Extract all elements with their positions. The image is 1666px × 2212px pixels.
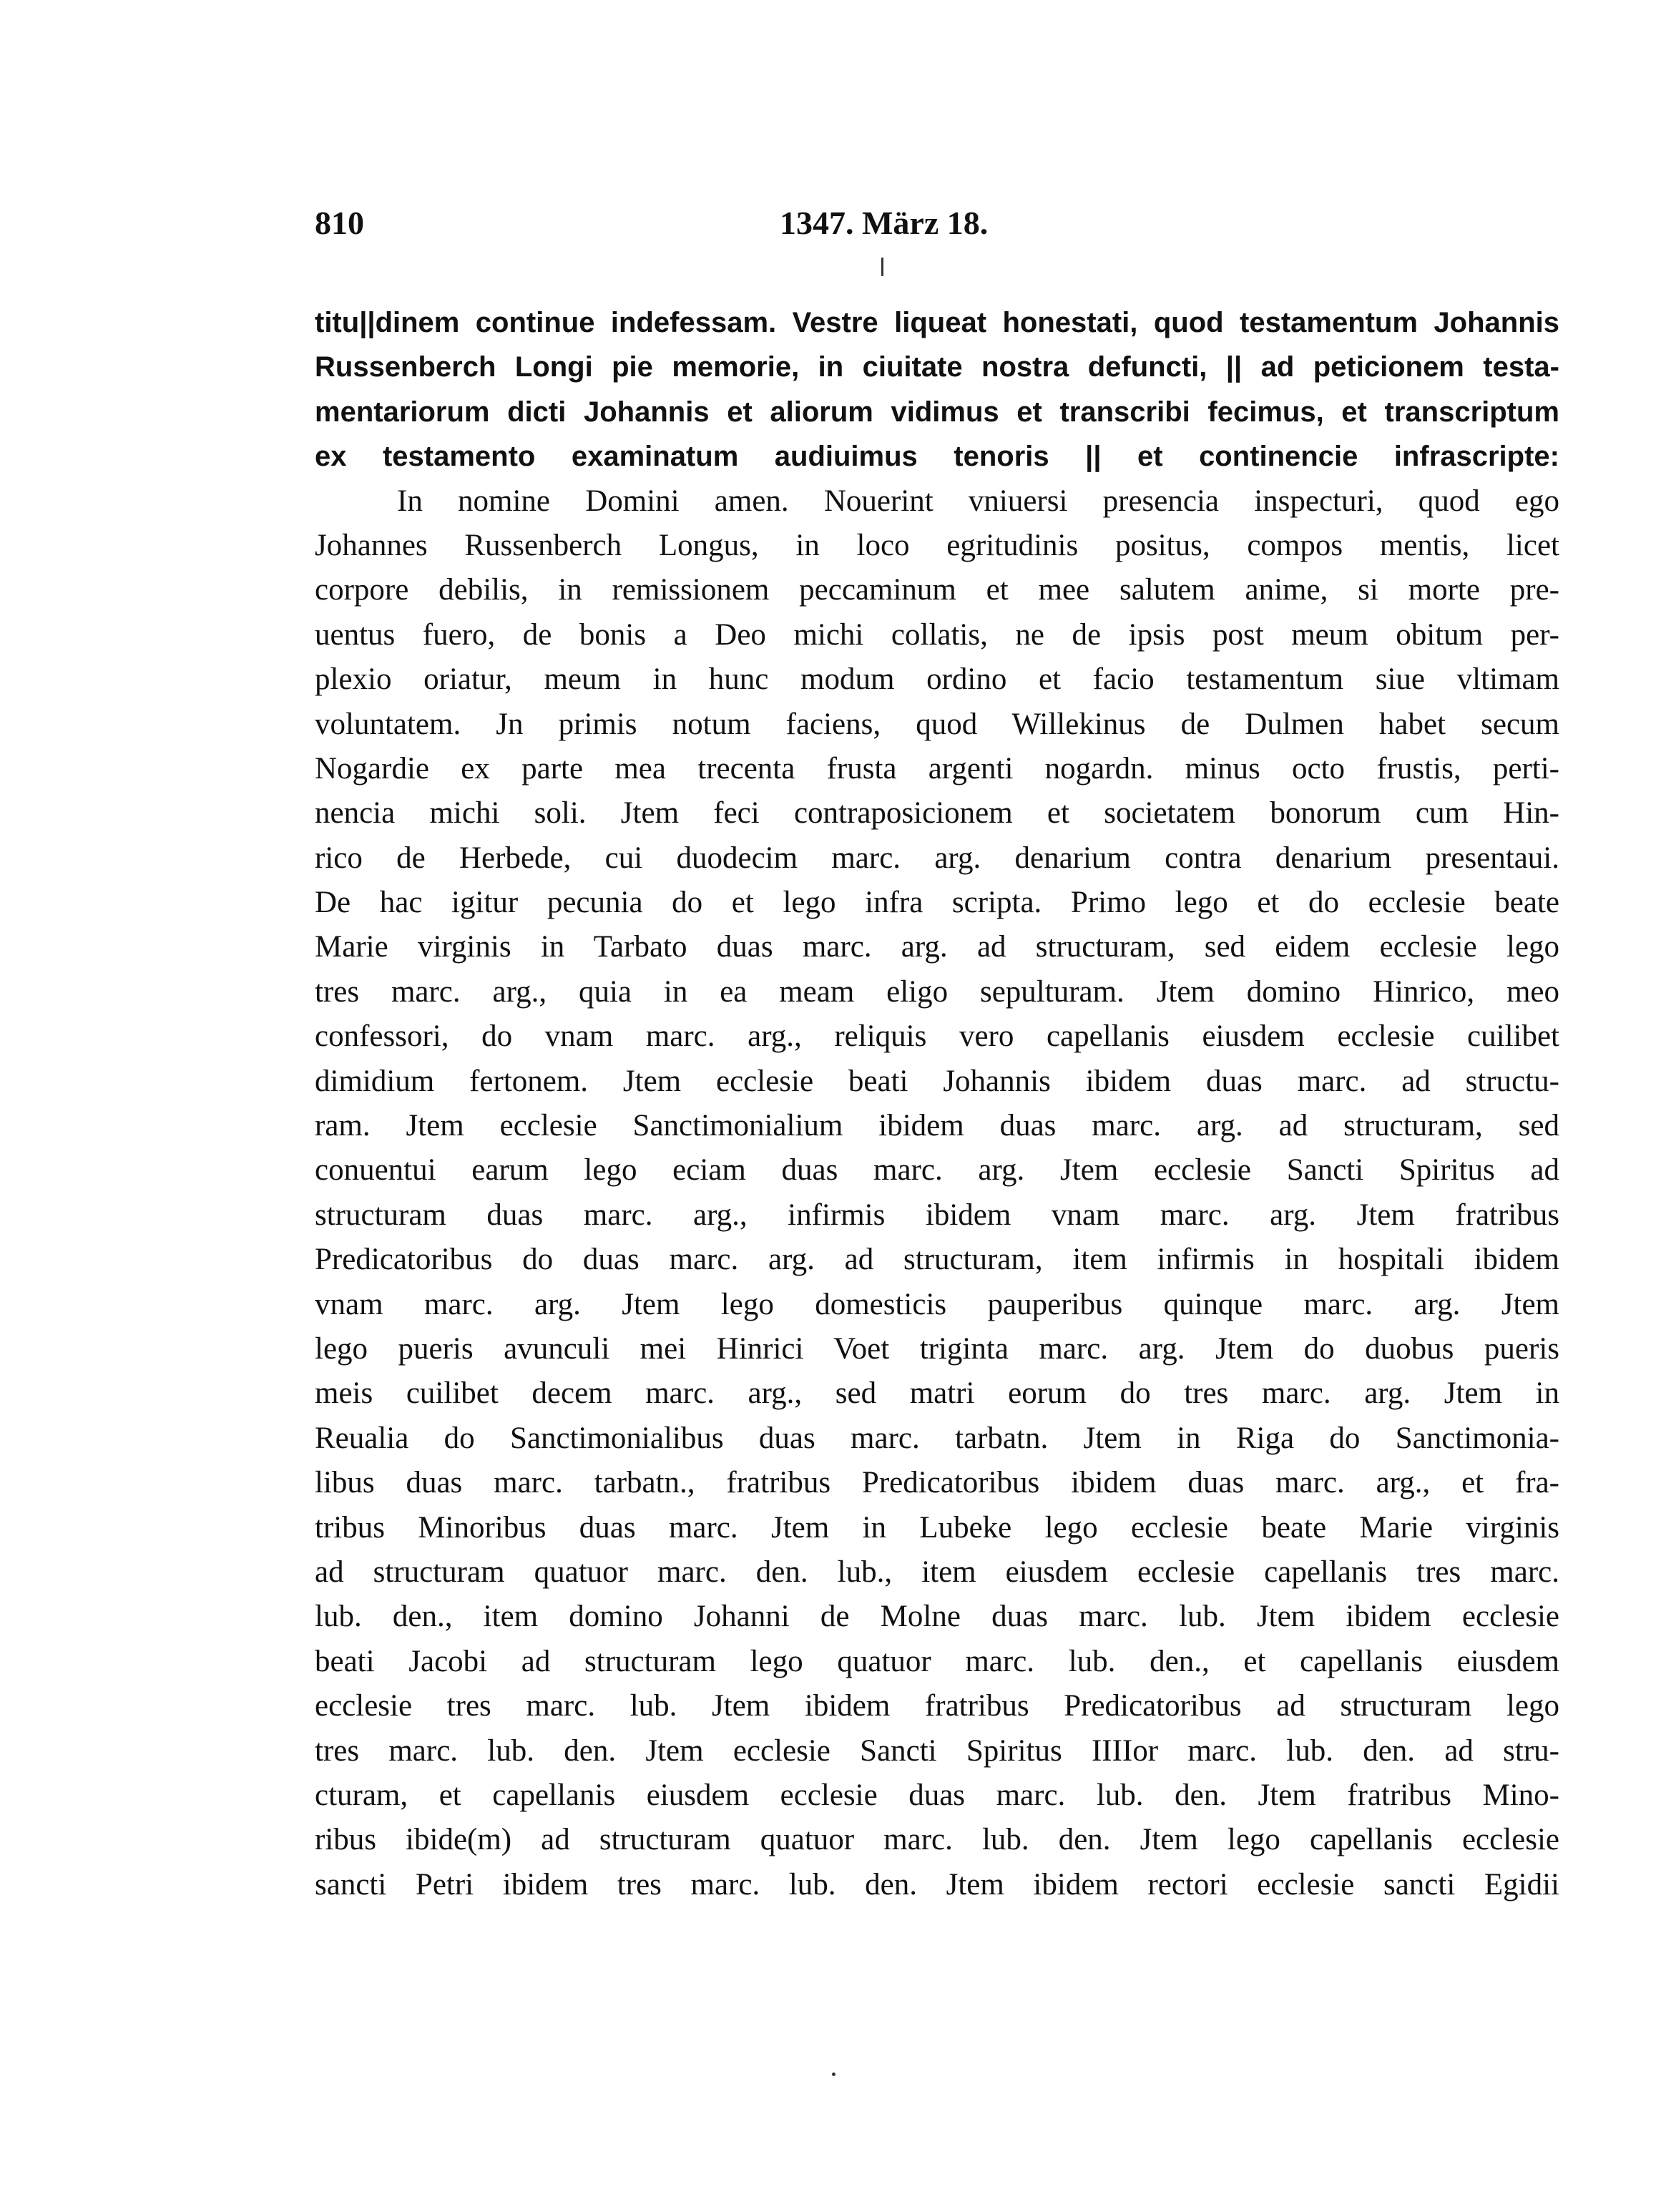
text-line: beati Jacobi ad structuram lego quatuor marc. lub. den., et capellanis eiusdem — [315, 1644, 1559, 1678]
text-line: dimidium fertonem. Jtem ecclesie beati Johannis ibidem duas marc. ad structu- — [315, 1064, 1559, 1098]
page-number: 810 — [315, 205, 364, 241]
text-line: De hac igitur pecunia do et lego infra scripta. Primo lego et do ecclesie beate — [315, 886, 1559, 920]
text-line: titu||dinem continue indefessam. Vestre liqueat honestati, quod testamentum Johannis — [315, 307, 1559, 338]
body-text — [315, 300, 1559, 1907]
running-date: 1347. März 18. — [780, 205, 989, 241]
text-line: libus duas marc. tarbatn., fratribus Predicatoribus ibidem duas marc. arg., et fra- — [315, 1466, 1559, 1500]
text-line: In nomine Domini amen. Nouerint vniuersi presencia inspecturi, quod ego — [397, 484, 1559, 518]
text-line: confessori, do vnam marc. arg., reliquis vero capellanis eiusdem ecclesie cuilibet — [315, 1019, 1559, 1054]
text-line: Predicatoribus do duas marc. arg. ad structuram, item infirmis in hospitali ibidem — [315, 1243, 1559, 1277]
text-line: cturam, et capellanis eiusdem ecclesie duas marc. lub. den. Jtem fratribus Mino- — [315, 1778, 1559, 1812]
text-line: uentus fuero, de bonis a Deo michi collatis, ne de ipsis post meum obitum per- — [315, 617, 1559, 652]
text-line: mentariorum dicti Johannis et aliorum vidimus et transcribi fecimus, et transcriptum — [315, 396, 1559, 428]
text-line: ram. Jtem ecclesie Sanctimonialium ibidem duas marc. arg. ad structuram, sed — [315, 1109, 1559, 1143]
text-line: ex testamento examinatum audiuimus tenoris || et continencie infrascripte: — [315, 441, 1559, 473]
text-line: plexio oriatur, meum in hunc modum ordino et facio testamentum siue vltimam — [315, 662, 1559, 697]
text-line: lego pueris avunculi mei Hinrici Voet triginta marc. arg. Jtem do duobus pueris — [315, 1331, 1559, 1366]
text-line: tribus Minoribus duas marc. Jtem in Lubeke lego ecclesie beate Marie virginis — [315, 1510, 1559, 1545]
text-line: nencia michi soli. Jtem feci contraposicionem et societatem bonorum cum Hin- — [315, 796, 1559, 831]
scan-mark — [881, 258, 883, 276]
text-line: conuentui earum lego eciam duas marc. arg. Jtem ecclesie Sancti Spiritus ad — [315, 1153, 1559, 1188]
text-line: rico de Herbede, cui duodecim marc. arg. denarium contra denarium presentaui. — [315, 841, 1559, 875]
text-line: tres marc. lub. den. Jtem ecclesie Sancti Spiritus IIIIor marc. lub. den. ad stru- — [315, 1733, 1559, 1768]
text-line: Russenberch Longi pie memorie, in ciuitate nostra defuncti, || ad peticionem testa- — [315, 351, 1559, 383]
text-line: Nogardie ex parte mea trecenta frusta argenti nogardn. minus octo frustis, perti- — [315, 751, 1559, 786]
text-line: meis cuilibet decem marc. arg., sed matri eorum do tres marc. arg. Jtem in — [315, 1376, 1559, 1411]
text-line: Marie virginis in Tarbato duas marc. arg. ad structuram, sed eidem ecclesie lego — [315, 930, 1559, 964]
text-line: tres marc. arg., quia in ea meam eligo sepulturam. Jtem domino Hinrico, meo — [315, 974, 1559, 1009]
text-line: structuram duas marc. arg., infirmis ibidem vnam marc. arg. Jtem fratribus — [315, 1198, 1559, 1232]
scan-speck — [832, 2072, 836, 2076]
text-line: vnam marc. arg. Jtem lego domesticis pauperibus quinque marc. arg. Jtem — [315, 1287, 1559, 1321]
text-line: ad structuram quatuor marc. den. lub., item eiusdem ecclesie capellanis tres marc. — [315, 1555, 1559, 1589]
text-line: ribus ibide(m) ad structuram quatuor marc. lub. den. Jtem lego capellanis ecclesie — [315, 1823, 1559, 1857]
text-line: Reualia do Sanctimonialibus duas marc. tarbatn. Jtem in Riga do Sanctimonia- — [315, 1421, 1559, 1455]
text-line: lub. den., item domino Johanni de Molne duas marc. lub. Jtem ibidem ecclesie — [315, 1600, 1559, 1634]
text-line: corpore debilis, in remissionem peccaminum et mee salutem anime, si morte pre- — [315, 573, 1559, 607]
text-line: voluntatem. Jn primis notum faciens, quod Willekinus de Dulmen habet secum — [315, 707, 1559, 741]
text-line: sancti Petri ibidem tres marc. lub. den. Jtem ibidem rectori ecclesie sancti Egidii — [315, 1867, 1559, 1902]
page-header — [315, 204, 1559, 254]
text-line: Johannes Russenberch Longus, in loco egritudinis positus, compos mentis, licet — [315, 528, 1559, 562]
text-line: ecclesie tres marc. lub. Jtem ibidem fratribus Predicatoribus ad structuram lego — [315, 1689, 1559, 1723]
